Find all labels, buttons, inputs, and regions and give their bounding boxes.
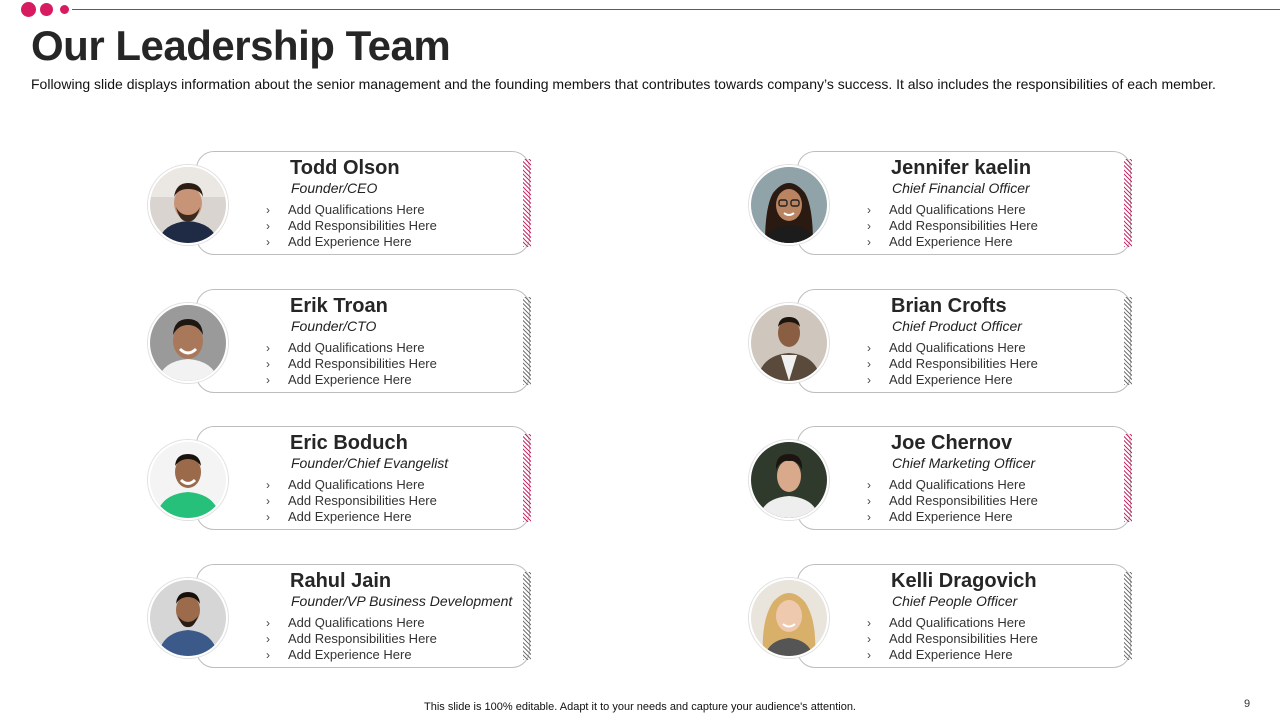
chevron-right-icon: ›: [867, 235, 871, 249]
member-role: Chief Product Officer: [892, 318, 1022, 334]
chevron-right-icon: ›: [266, 219, 270, 233]
member-role: Founder/Chief Evangelist: [291, 455, 449, 471]
avatar-photo: [148, 578, 228, 658]
avatar-photo: [148, 303, 228, 383]
member-name: Kelli Dragovich: [891, 570, 1037, 592]
member-card-todd-olson: [148, 151, 548, 259]
slide-title: Our Leadership Team: [31, 22, 451, 69]
avatar-photo: [749, 165, 829, 245]
list-item: [867, 477, 1038, 493]
member-role: Founder/VP Business Development: [291, 593, 513, 609]
list-item: [266, 218, 437, 234]
responsibilities-text: Add Responsibilities Here: [288, 218, 437, 233]
list-item: [867, 647, 1038, 663]
member-name: Rahul Jain: [290, 570, 392, 592]
responsibilities-text: Add Responsibilities Here: [889, 356, 1038, 371]
member-details-list: [867, 202, 1038, 250]
responsibilities-text: Add Responsibilities Here: [288, 493, 437, 508]
chevron-right-icon: ›: [867, 341, 871, 355]
responsibilities-text: Add Responsibilities Here: [288, 356, 437, 371]
experience-text: Add Experience Here: [288, 234, 412, 249]
member-details-list: [867, 340, 1038, 388]
card-stripe: [523, 434, 531, 522]
list-item: [266, 493, 437, 509]
list-item: [266, 615, 437, 631]
responsibilities-text: Add Responsibilities Here: [889, 218, 1038, 233]
qualifications-text: Add Qualifications Here: [889, 202, 1026, 217]
list-item: [867, 218, 1038, 234]
list-item: [266, 372, 437, 388]
member-role: Founder/CEO: [291, 180, 378, 196]
list-item: [867, 631, 1038, 647]
chevron-right-icon: ›: [867, 357, 871, 371]
qualifications-text: Add Qualifications Here: [889, 477, 1026, 492]
member-card-brian-crofts: [749, 289, 1149, 397]
experience-text: Add Experience Here: [288, 647, 412, 662]
list-item: [266, 631, 437, 647]
qualifications-text: Add Qualifications Here: [889, 615, 1026, 630]
member-name: Todd Olson: [290, 157, 400, 179]
chevron-right-icon: ›: [867, 373, 871, 387]
avatar-photo: [749, 440, 829, 520]
qualifications-text: Add Qualifications Here: [288, 340, 425, 355]
responsibilities-text: Add Responsibilities Here: [889, 493, 1038, 508]
member-details-list: [867, 615, 1038, 663]
chevron-right-icon: ›: [266, 648, 270, 662]
chevron-right-icon: ›: [266, 616, 270, 630]
list-item: [266, 509, 437, 525]
top-decoration: [0, 0, 1280, 20]
experience-text: Add Experience Here: [288, 372, 412, 387]
list-item: [266, 356, 437, 372]
list-item: [867, 372, 1038, 388]
chevron-right-icon: ›: [867, 632, 871, 646]
experience-text: Add Experience Here: [889, 647, 1013, 662]
chevron-right-icon: ›: [266, 510, 270, 524]
chevron-right-icon: ›: [266, 235, 270, 249]
list-item: [867, 493, 1038, 509]
member-details-list: [266, 202, 437, 250]
qualifications-text: Add Qualifications Here: [288, 477, 425, 492]
list-item: [867, 202, 1038, 218]
member-name: Brian Crofts: [891, 295, 1007, 317]
list-item: [266, 202, 437, 218]
card-stripe: [1124, 572, 1132, 660]
accent-dot-3: [60, 5, 69, 14]
slide-subtitle: Following slide displays information about the senior management and the founding members that contributes towards company’s success. It also includes the responsibilities of each member.: [31, 76, 1216, 92]
member-card-eric-boduch: [148, 426, 548, 534]
list-item: [867, 234, 1038, 250]
card-stripe: [1124, 159, 1132, 247]
avatar-photo: [148, 440, 228, 520]
member-details-list: [266, 340, 437, 388]
avatar-photo: [749, 578, 829, 658]
list-item: [266, 234, 437, 250]
member-card-erik-troan: [148, 289, 548, 397]
member-details-list: [266, 477, 437, 525]
accent-dot-2: [40, 3, 53, 16]
chevron-right-icon: ›: [867, 478, 871, 492]
experience-text: Add Experience Here: [889, 509, 1013, 524]
chevron-right-icon: ›: [266, 632, 270, 646]
card-stripe: [1124, 434, 1132, 522]
chevron-right-icon: ›: [266, 373, 270, 387]
chevron-right-icon: ›: [867, 648, 871, 662]
chevron-right-icon: ›: [266, 341, 270, 355]
member-details-list: [266, 615, 437, 663]
member-name: Jennifer kaelin: [891, 157, 1032, 179]
responsibilities-text: Add Responsibilities Here: [889, 631, 1038, 646]
experience-text: Add Experience Here: [889, 372, 1013, 387]
experience-text: Add Experience Here: [889, 234, 1013, 249]
member-card-jennifer-kaelin: [749, 151, 1149, 259]
member-name: Erik Troan: [290, 295, 388, 317]
chevron-right-icon: ›: [266, 357, 270, 371]
card-stripe: [523, 297, 531, 385]
member-role: Chief Financial Officer: [892, 180, 1030, 196]
member-card-joe-chernov: [749, 426, 1149, 534]
list-item: [867, 340, 1038, 356]
chevron-right-icon: ›: [867, 510, 871, 524]
page-number: 9: [1244, 698, 1251, 710]
avatar-photo: [148, 165, 228, 245]
list-item: [867, 615, 1038, 631]
chevron-right-icon: ›: [867, 219, 871, 233]
card-stripe: [523, 572, 531, 660]
chevron-right-icon: ›: [867, 494, 871, 508]
member-role: Chief People Officer: [892, 593, 1018, 609]
member-card-kelli-dragovich: [749, 564, 1149, 672]
qualifications-text: Add Qualifications Here: [288, 202, 425, 217]
member-name: Joe Chernov: [891, 432, 1013, 454]
list-item: [266, 647, 437, 663]
list-item: [867, 509, 1038, 525]
list-item: [867, 356, 1038, 372]
experience-text: Add Experience Here: [288, 509, 412, 524]
chevron-right-icon: ›: [266, 494, 270, 508]
chevron-right-icon: ›: [266, 478, 270, 492]
member-role: Chief Marketing Officer: [892, 455, 1036, 471]
accent-line: [72, 9, 1280, 10]
card-stripe: [523, 159, 531, 247]
list-item: [266, 477, 437, 493]
chevron-right-icon: ›: [266, 203, 270, 217]
avatar-photo: [749, 303, 829, 383]
member-role: Founder/CTO: [291, 318, 377, 334]
slide-footer: This slide is 100% editable. Adapt it to your needs and capture your audience's attention.: [424, 701, 856, 713]
member-card-rahul-jain: [148, 564, 548, 672]
list-item: [266, 340, 437, 356]
member-details-list: [867, 477, 1038, 525]
chevron-right-icon: ›: [867, 616, 871, 630]
chevron-right-icon: ›: [867, 203, 871, 217]
qualifications-text: Add Qualifications Here: [889, 340, 1026, 355]
member-name: Eric Boduch: [290, 432, 408, 454]
responsibilities-text: Add Responsibilities Here: [288, 631, 437, 646]
accent-dot-1: [21, 2, 36, 17]
card-stripe: [1124, 297, 1132, 385]
qualifications-text: Add Qualifications Here: [288, 615, 425, 630]
